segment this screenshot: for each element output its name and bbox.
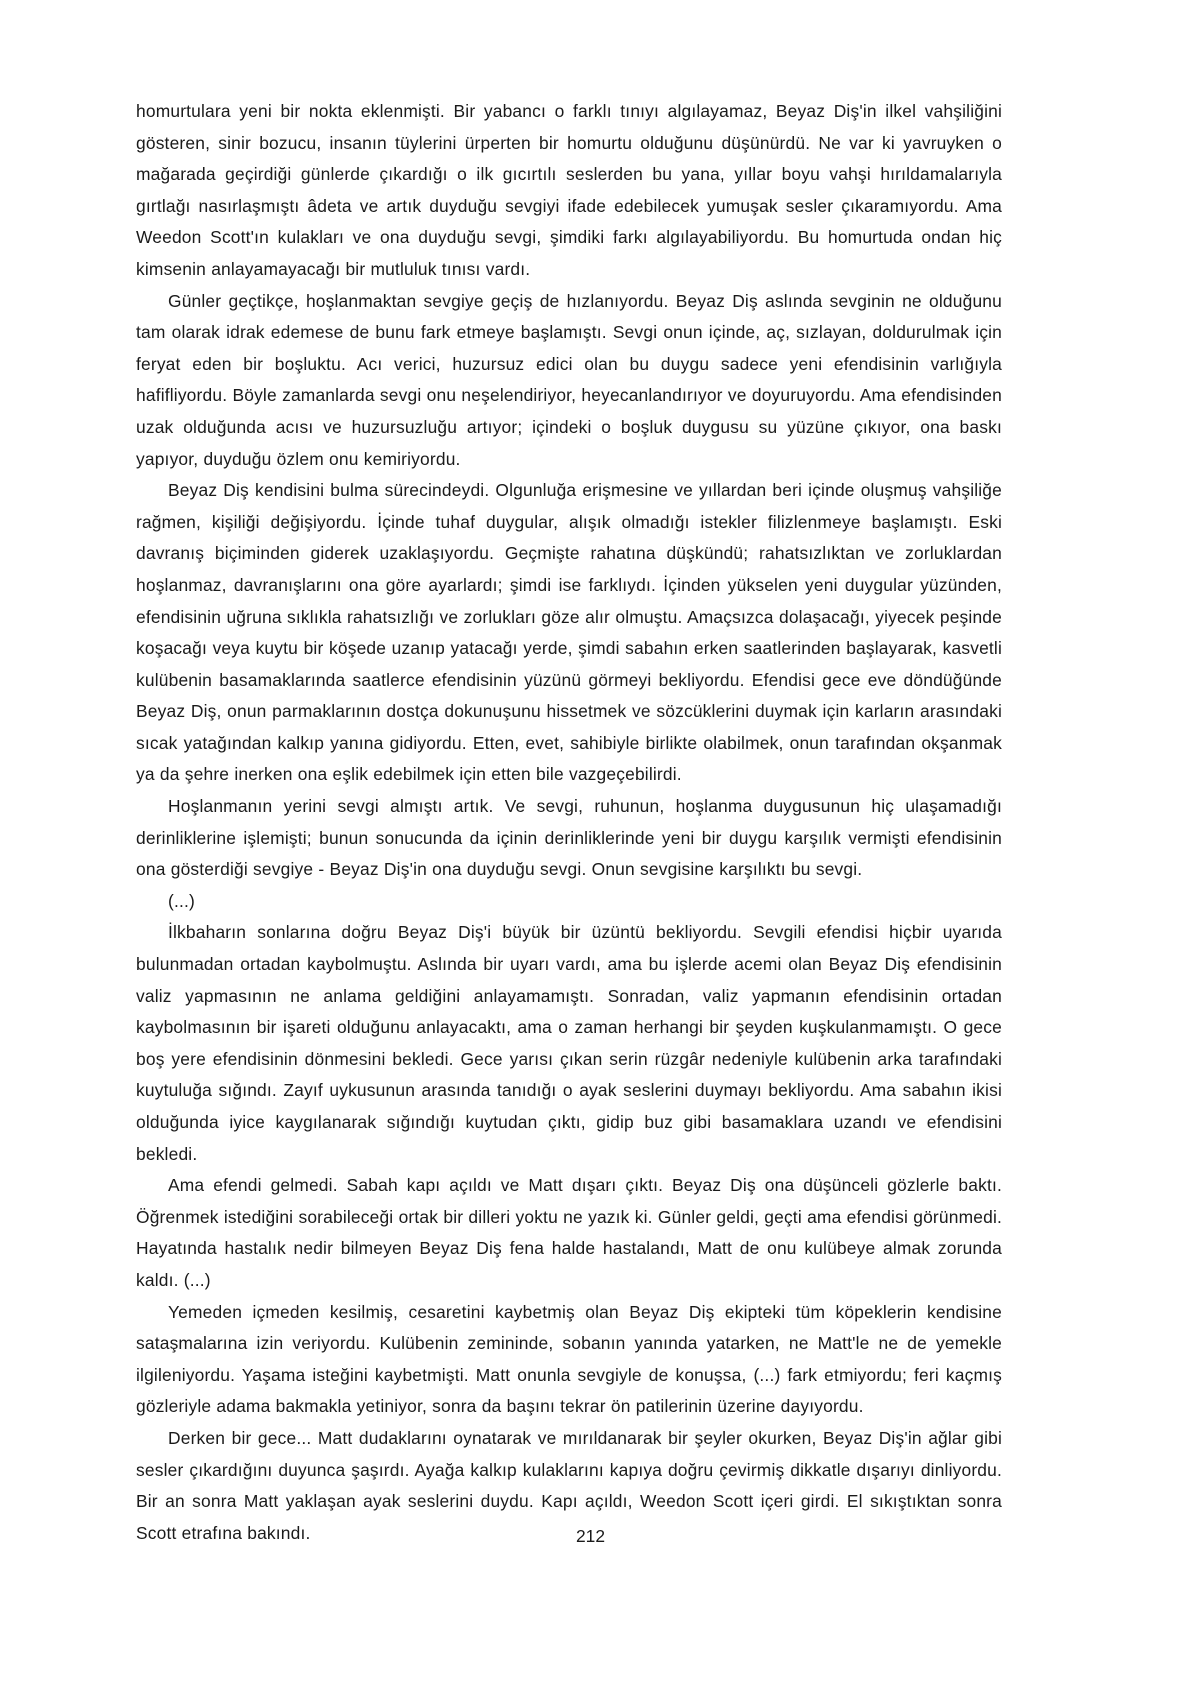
body-text-column (136, 96, 1002, 1549)
paragraph: Hoşlanmanın yerini sevgi almıştı artık. Ve sevgi, ruhunun, hoşlanma duygusunun hiç ulaşamadığı derinliklerine işlemişti; bunun sonucunda da içinin derinliklerinde yeni bir duygu karşılık vermişti efendisinin ona gösterdiği sevgiye - Beyaz Diş'in ona duyduğu sevgi. Onun sevgisine karşılıktı bu sevgi. (136, 796, 1002, 880)
page-number: 212 (575, 1526, 605, 1546)
paragraph: Derken bir gece... Matt dudaklarını oynatarak ve mırıldanarak bir şeyler okurken, Beyaz Diş'in ağlar gibi sesler çıkardığını duyunca şaşırdı. Ayağa kalkıp kulaklarını kapıya doğru çevirmiş dikkatle dışarıyı dinliyordu. Bir an sonra Matt yaklaşan ayak seslerini duydu. Kapı açıldı, Weedon Scott içeri girdi. El sıkıştıktan sonra Scott etrafına bakındı. (136, 1427, 1002, 1543)
paragraph-ellipsis: (...) (168, 890, 195, 911)
paragraph: homurtulara yeni bir nokta eklenmişti. Bir yabancı o farklı tınıyı algılayamaz, Beyaz Diş'in ilkel vahşiliğini gösteren, sinir bozucu, insanın tüylerini ürperten bir homurtu olduğunu düşünürdü. Ne var ki yavruyken o mağarada geçirdiği günlerde çıkardığı o ilk gıcırtılı seslerden bu yana, yıllar boyu vahşi hırıldamalarıyla gırtlağı nasırlaşmıştı âdeta ve artık duyduğu sevgiyi ifade edebilecek yumuşak sesler çıkaramıyordu. Ama Weedon Scott'ın kulakları ve ona duyduğu sevgi, şimdiki farkı algılayabiliyordu. Bu homurtuda ondan hiç kimsenin anlayamayacağı bir mutluluk tınısı vardı. (136, 101, 1002, 279)
paragraph: İlkbaharın sonlarına doğru Beyaz Diş'i büyük bir üzüntü bekliyordu. Sevgili efendisi hiçbir uyarıda bulunmadan ortadan kaybolmuştu. Aslında bir uyarı vardı, ama bu işlerde acemi olan Beyaz Diş efendisinin valiz yapmasının ne anlama geldiğini anlayamamıştı. Sonradan, valiz yapmanın efendisinin ortadan kaybolmasının bir işareti olduğunu anlayacaktı, ama o zaman herhangi bir şeyden kuşkulanmamıştı. O gece boş yere efendisinin dönmesini bekledi. Gece yarısı çıkan serin rüzgâr nedeniyle kulübenin arka tarafındaki kuytuluğa sığındı. Zayıf uykusunun arasında tanıdığı o ayak seslerini duymayı bekliyordu. Ama sabahın ikisi olduğunda iyice kaygılanarak sığındığı kuytudan çıktı, gidip buz gibi basamaklara uzandı ve efendisini bekledi. (136, 922, 1002, 1164)
paragraph: Ama efendi gelmedi. Sabah kapı açıldı ve Matt dışarı çıktı. Beyaz Diş ona düşünceli gözlerle baktı. Öğrenmek istediğini sorabileceği ortak bir dilleri yoktu ne yazık ki. Günler geldi, geçti ama efendisi görünmedi. Hayatında hastalık nedir bilmeyen Beyaz Diş fena halde hastalandı, Matt de onu kulübeye almak zorunda kaldı. (...) (136, 1175, 1002, 1290)
paragraph: Beyaz Diş kendisini bulma sürecindeydi. Olgunluğa erişmesine ve yıllardan beri içinde oluşmuş vahşiliğe rağmen, kişiliği değişiyordu. İçinde tuhaf duygular, alışık olmadığı istekler filizlenmeye başlamıştı. Eski davranış biçiminden giderek uzaklaşıyordu. Geçmişte rahatına düşkündü; rahatsızlıktan ve zorluklardan hoşlanmaz, davranışlarını ona göre ayarlardı; şimdi ise farklıydı. İçinden yükselen yeni duygular yüzünden, efendisinin uğruna sıklıkla rahatsızlığı ve zorlukları göze alır olmuştu. Amaçsızca dolaşacağı, yiyecek peşinde koşacağı veya kuytu bir köşede uzanıp yatacağı yerde, şimdi sabahın erken saatlerinden başlayarak, kasvetli kulübenin basamaklarında saatlerce efendisinin yüzünü görmeyi bekliyordu. Efendisi gece eve döndüğünde Beyaz Diş, onun parmaklarının dostça dokunuşunu hissetmek ve sözcüklerini duymak için karların arasındaki sıcak yatağından kalkıp yanına gidiyordu. Etten, evet, sahibiyle birlikte olabilmek, onun tarafından okşanmak ya da şehre inerken ona eşlik edebilmek için etten bile vazgeçebilirdi. (136, 480, 1002, 785)
paragraph: Günler geçtikçe, hoşlanmaktan sevgiye geçiş de hızlanıyordu. Beyaz Diş aslında sevginin ne olduğunu tam olarak idrak edemese de bunu fark etmeye başlamıştı. Sevgi onun içinde, aç, sızlayan, doldurulmak için feryat eden bir boşluktu. Acı verici, huzursuz edici olan bu duygu sadece yeni efendisinin varlığıyla hafifliyordu. Böyle zamanlarda sevgi onu neşelendiriyor, heyecanlandırıyor ve doyuruyordu. Ama efendisinden uzak olduğunda acısı ve huzursuzluğu artıyor; içindeki o boşluk duygusu su yüzüne çıkıyor, ona baskı yapıyor, duyduğu özlem onu kemiriyordu. (136, 290, 1002, 469)
paragraph: Yemeden içmeden kesilmiş, cesaretini kaybetmiş olan Beyaz Diş ekipteki tüm köpeklerin kendisine sataşmalarına izin veriyordu. Kulübenin zemininde, sobanın yanında yatarken, ne Matt'le ne de yemekle ilgileniyordu. Yaşama isteğini kaybetmişti. Matt onunla sevgiyle de konuşsa, (...) fark etmiyordu; feri kaçmış gözleriyle adama bakmakla yetiniyor, sonra da başını tekrar ön patilerinin üzerine dayıyordu. (136, 1301, 1002, 1417)
